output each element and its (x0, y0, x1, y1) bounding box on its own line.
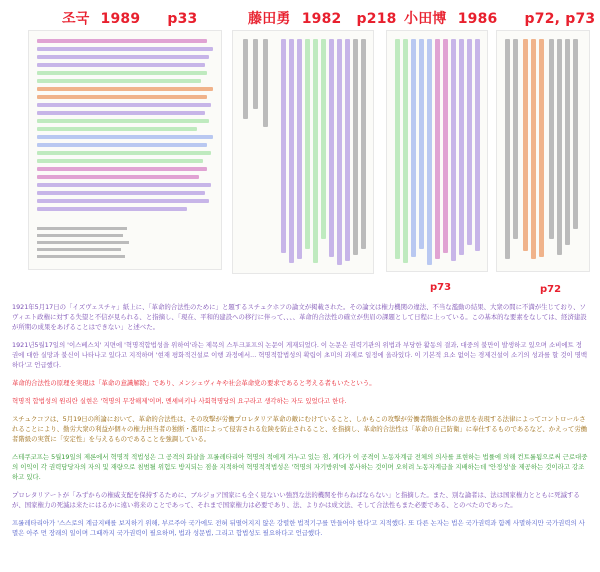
note-paragraph-5: スチュクコフは、5月19日の所論において、革命的合法性は、その攻撃が労働プロレタリア革命の敵にむけていること、しかもこの攻撃が労働者階級全体の意思を表現する法律によってコントロールされることにより、勤労大衆の利益が個々の権力担当者の独断・濫用によって侵害される危険を防止されること、を指摘し、革命的合法性は「革命の自己防衛」に奉仕するものであるなど、かえって労働者階級の実質に「安定性」を与えるものであることを強調している。 (12, 415, 588, 443)
oda-page-scan-left (386, 30, 488, 272)
heading-fujita-page: p218 (356, 11, 397, 27)
heading-oda-author: 小田博 (404, 11, 447, 27)
page-mark-p72: p72 (540, 284, 562, 295)
heading-korean-source (62, 8, 197, 28)
note-paragraph-6: 스테쿠코프는 5월19일의 제론에서 혁명적 적법성은 그 공격의 화살을 프롤레타리아 혁명의 적에게 겨누고 있는 점, 게다가 이 공격이 노동자계급 전체의 의사를 표현하는 법률에 의해 컨트롤됨으로써 근로대중의 이익이 각 권력담당자의 자의 및 재량으로 침범될 위험도 방지되는 점을 지적하여 혁명적적법성은 '혁명의 자기방위'에 봉사하는 것이며 오히려 노동자계급을 지배하는데 '안정성'을 제공하는 것이라고 강조하고 있다. (12, 453, 588, 481)
note-paragraph-7: プロレタリアートが「みずからの権威支配を保持するために、ブルジョア国家にも全く見ないい強烈な法的機関を作らねばならない」と指摘した。また、別な論者は、法は国家権力とともに死滅するが、国家権力の死滅は来たにはるかに遠い将来のことであって、それまで国家権力は必要であり、法、よりかは成文法、そして合法性もまた必要である、とのべたのであった。 (12, 491, 580, 509)
heading-fujita-year: 1982 (301, 11, 342, 27)
heading-fujita-author: 藤田勇 (248, 11, 291, 27)
heading-oda-source (404, 8, 595, 28)
heading-korean-page: p33 (167, 11, 198, 27)
heading-korean-year: 1989 (100, 11, 141, 27)
korean-page-scan (28, 30, 222, 270)
page-mark-p73: p73 (430, 282, 452, 293)
heading-korean-author: 조국 (62, 11, 90, 27)
heading-oda-page: p72, p73 (524, 11, 596, 27)
note-paragraph-8: 프롤레타리아가 '스스로의 계급지배를 보지하기 위해, 부르주아 국가에도 전혀 뒤떨어지지 않은 강렬한 법적기구를 만들어야 한다'고 지적했다. 또 다른 논자는 법은 국가권력과 함께 사멸하지만 국가권력의 사멸은 아주 먼 장래의 일이며 그때까지 국가권력이 필요하며, 법과 성문법, 그리고 합법성도 필요하다고 언급했다. (12, 519, 585, 537)
note-paragraph-1: 1921年5月17日の「イズヴェスチャ」紙上に、「革命的合法性のために」と題するスチュクホフの論文が掲載された。その論文は権力機関の違法、不当な濫動の結果、大衆の間に不満が生じており、ソヴィエト政権に対する失望と不信が見られる、と指摘し、「現在、平和的建設への移行に伴って、、、、革命的合法性の確立が焦眉の課題として日程に上っている。この基本的な要素をなしては、経済建設が所期の成果をあげることはできない」と述べた。 (12, 303, 587, 331)
note-paragraph-3: 革命的合法性の原理を実現は「革命の意識解除」であり、メンシェヴィキや社会革命党の要求であると考える者もいたという。 (12, 379, 376, 387)
note-paragraph-4: 혁명적 합법성의 원리란 실현은 '혁명의 무장해제'이며, 멘셰비키나 사회혁명당의 요구라고 생각하는 자도 있었다고 한다. (12, 397, 347, 405)
heading-fujita-source (248, 8, 397, 28)
heading-oda-year: 1986 (457, 11, 498, 27)
translation-notes (12, 302, 588, 546)
oda-page-scan-right (496, 30, 590, 272)
fujita-page-scan (232, 30, 374, 274)
note-paragraph-2: 1921년5월17일의 '이스베스치' 지면에 '혁명적합법성을 위하여'라는 제목의 스투크포프의 논문이 게재되었다. 이 논문은 권력기관의 위법과 부당한 활동의 결과, 대중의 불만이 발생하고 있으며 소비에트 정권에 대한 실망과 불신이 나타나고 있다고 지적하며 '현재 평화적건설로 이행 과정에서... 혁명적합법성의 확립이 초미의 과제로 일정에 올라있다. 이 기본적 요소 없이는 경제건설이 소기의 성과를 할 것이 명백하다'고 언급했다. (12, 341, 588, 369)
